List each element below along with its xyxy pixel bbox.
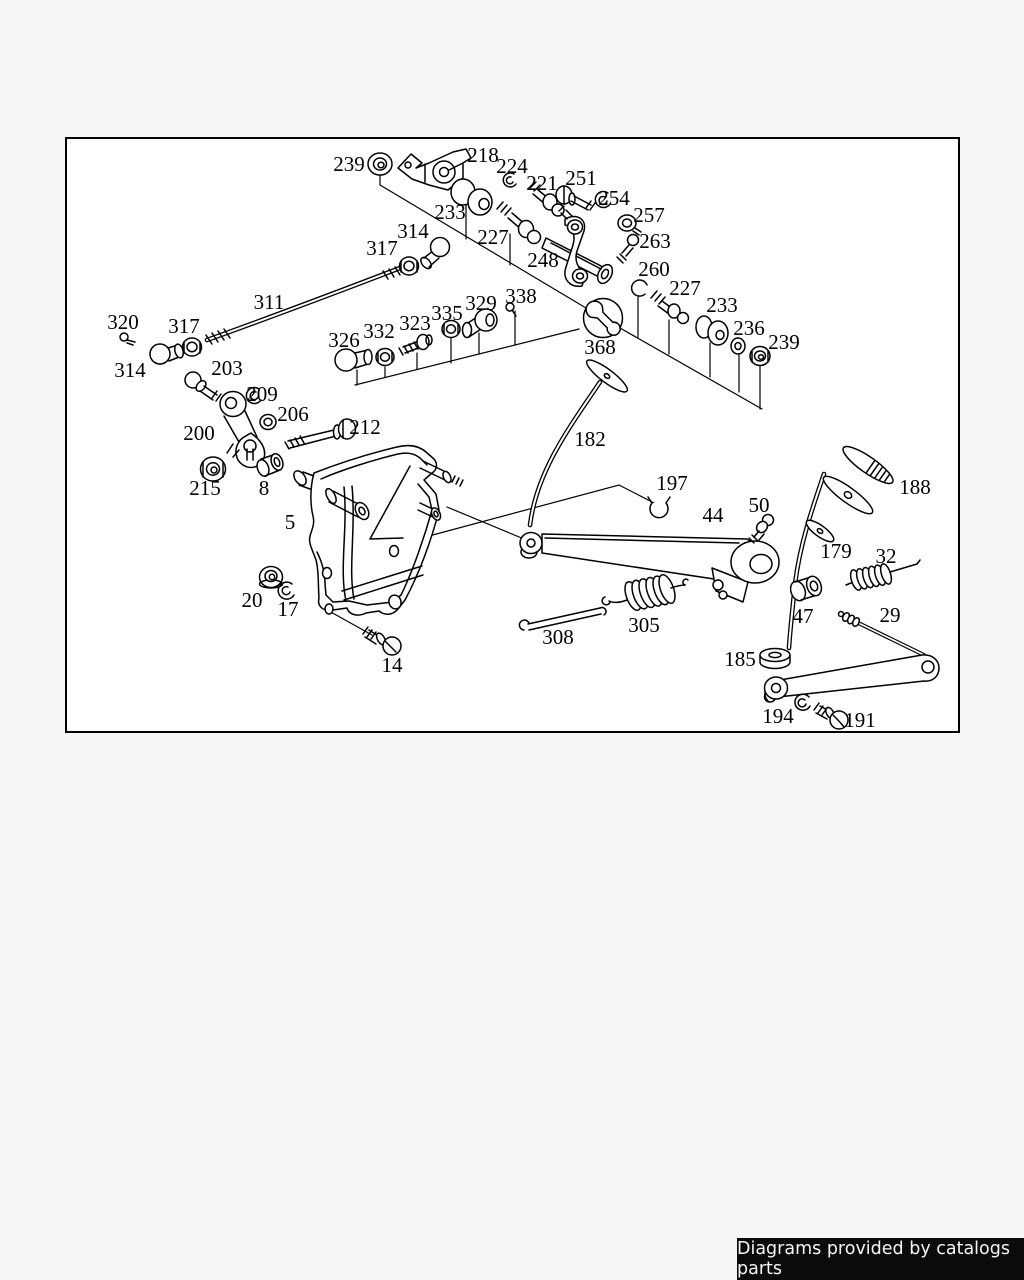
ring-260 bbox=[632, 280, 647, 296]
part-label-239: 239 bbox=[333, 152, 365, 176]
part-label-326: 326 bbox=[328, 328, 360, 352]
footer-credit-text: Diagrams provided by catalogs parts bbox=[737, 1239, 1010, 1279]
nut-317-top bbox=[400, 257, 419, 275]
footer-credit-bar bbox=[737, 1238, 1024, 1280]
mounting-bracket-5 bbox=[291, 446, 463, 615]
part-label-236: 236 bbox=[733, 316, 765, 340]
part-label-257: 257 bbox=[633, 203, 665, 227]
part-label-308: 308 bbox=[542, 625, 574, 649]
part-label-17: 17 bbox=[277, 597, 299, 621]
part-label-182: 182 bbox=[574, 427, 606, 451]
part-label-329: 329 bbox=[465, 291, 497, 315]
part-label-8: 8 bbox=[258, 476, 270, 500]
link-314-left bbox=[150, 343, 185, 364]
part-label-29: 29 bbox=[879, 603, 901, 627]
bolt-14 bbox=[363, 627, 401, 655]
part-label-203: 203 bbox=[211, 356, 243, 380]
part-label-320: 320 bbox=[107, 310, 139, 334]
part-label-5: 5 bbox=[284, 510, 296, 534]
part-label-185: 185 bbox=[724, 647, 756, 671]
nut-317-left bbox=[183, 338, 202, 356]
shaft-assembly-248 bbox=[542, 206, 615, 286]
part-label-50: 50 bbox=[748, 493, 770, 517]
part-label-254: 254 bbox=[598, 186, 630, 210]
part-label-248: 248 bbox=[527, 248, 559, 272]
part-label-206: 206 bbox=[277, 402, 309, 426]
part-label-335: 335 bbox=[431, 301, 463, 325]
part-label-317: 317 bbox=[366, 236, 398, 260]
part-label-20: 20 bbox=[241, 588, 263, 612]
part-label-212: 212 bbox=[349, 415, 381, 439]
nut-239-right bbox=[750, 347, 770, 366]
part-label-227: 227 bbox=[669, 276, 701, 300]
part-label-209: 209 bbox=[246, 382, 278, 406]
pin-326 bbox=[335, 349, 372, 371]
part-label-314: 314 bbox=[397, 219, 429, 243]
nut-206 bbox=[260, 415, 276, 430]
part-label-323: 323 bbox=[399, 311, 431, 335]
part-label-368: 368 bbox=[584, 335, 616, 359]
pedal-pad-188 bbox=[839, 441, 897, 489]
part-label-338: 338 bbox=[505, 284, 537, 308]
washer-236 bbox=[731, 338, 745, 354]
part-label-197: 197 bbox=[656, 471, 688, 495]
wrench-tool-symbol-368 bbox=[583, 298, 625, 340]
part-label-332: 332 bbox=[363, 319, 395, 343]
bushing-233-right bbox=[696, 316, 728, 345]
bolt-191 bbox=[814, 703, 848, 729]
part-label-233: 233 bbox=[706, 293, 738, 317]
part-label-194: 194 bbox=[762, 704, 794, 728]
parts-diagram-canvas bbox=[67, 139, 958, 731]
part-label-179: 179 bbox=[820, 539, 852, 563]
part-label-224: 224 bbox=[496, 154, 528, 178]
part-label-32: 32 bbox=[875, 544, 897, 568]
part-label-233: 233 bbox=[434, 200, 466, 224]
part-label-239: 239 bbox=[768, 330, 800, 354]
nut-332 bbox=[376, 349, 394, 366]
part-label-251: 251 bbox=[565, 166, 597, 190]
bolt-50 bbox=[749, 515, 774, 544]
part-label-260: 260 bbox=[638, 257, 670, 281]
bolt-263 bbox=[617, 235, 639, 264]
part-label-188: 188 bbox=[899, 475, 931, 499]
snap-ring-194 bbox=[795, 694, 810, 710]
part-label-227: 227 bbox=[477, 225, 509, 249]
spring-305 bbox=[602, 573, 688, 613]
part-label-221: 221 bbox=[526, 171, 558, 195]
nut-239-left bbox=[368, 153, 392, 175]
part-label-314: 314 bbox=[114, 358, 146, 382]
washer-185 bbox=[760, 649, 790, 669]
cotter-pin-320 bbox=[120, 333, 135, 345]
clamp-197 bbox=[648, 497, 670, 518]
part-label-305: 305 bbox=[628, 613, 660, 637]
part-label-14: 14 bbox=[381, 653, 403, 677]
nut-20 bbox=[260, 567, 283, 589]
part-label-191: 191 bbox=[844, 708, 876, 731]
part-label-215: 215 bbox=[189, 476, 221, 500]
part-label-317: 317 bbox=[168, 314, 200, 338]
part-label-218: 218 bbox=[467, 143, 499, 167]
part-label-263: 263 bbox=[639, 229, 671, 253]
part-label-311: 311 bbox=[253, 290, 285, 314]
parts-diagram bbox=[65, 137, 960, 733]
stud-323 bbox=[399, 335, 432, 356]
part-label-47: 47 bbox=[792, 604, 814, 628]
part-label-200: 200 bbox=[183, 421, 215, 445]
part-label-44: 44 bbox=[702, 503, 724, 527]
